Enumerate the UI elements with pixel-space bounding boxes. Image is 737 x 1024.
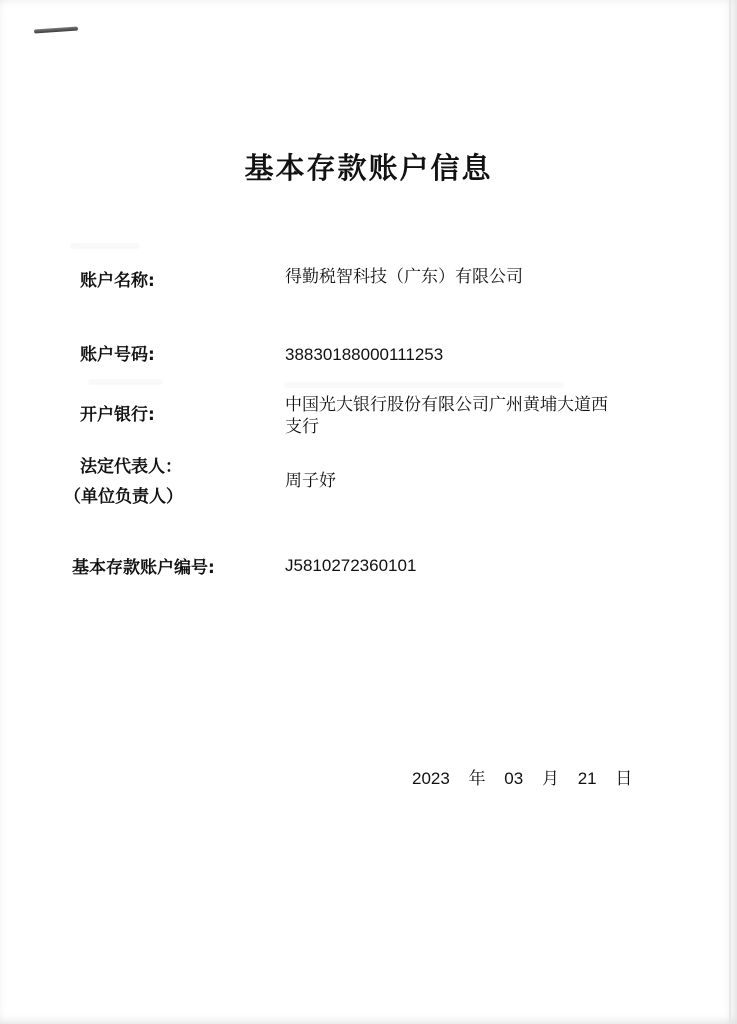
account-name-label: 账户名称:: [80, 271, 155, 291]
show-through-mark: [70, 243, 140, 249]
bank-value-line1: 中国光大银行股份有限公司广州黄埔大道西: [285, 395, 608, 415]
legal-rep-sublabel: （单位负责人）: [64, 487, 183, 507]
issue-date: [412, 764, 632, 789]
date-year-unit: 年: [468, 769, 486, 789]
account-name-value: 得勤税智科技（广东）有限公司: [285, 267, 523, 287]
basic-account-number-label: 基本存款账户编号:: [72, 558, 215, 578]
account-number-value: 38830188000111253: [285, 345, 444, 364]
account-number-label: 账户号码:: [80, 345, 155, 365]
legal-rep-value: 周子妤: [285, 471, 336, 491]
bank-value-line2: 支行: [285, 417, 319, 437]
date-month: 03: [504, 769, 524, 788]
bank-label: 开户银行:: [80, 405, 155, 425]
staple-mark: [34, 26, 78, 33]
show-through-mark: [88, 379, 163, 385]
date-day: 21: [577, 769, 597, 788]
basic-account-number-value: J5810272360101: [285, 556, 417, 575]
date-month-unit: 月: [541, 769, 559, 789]
show-through-mark: [284, 382, 564, 388]
document-title: 基本存款账户信息: [244, 151, 493, 185]
date-year: 2023: [412, 769, 450, 788]
date-day-unit: 日: [615, 769, 633, 789]
legal-rep-label: 法定代表人：: [80, 457, 182, 477]
